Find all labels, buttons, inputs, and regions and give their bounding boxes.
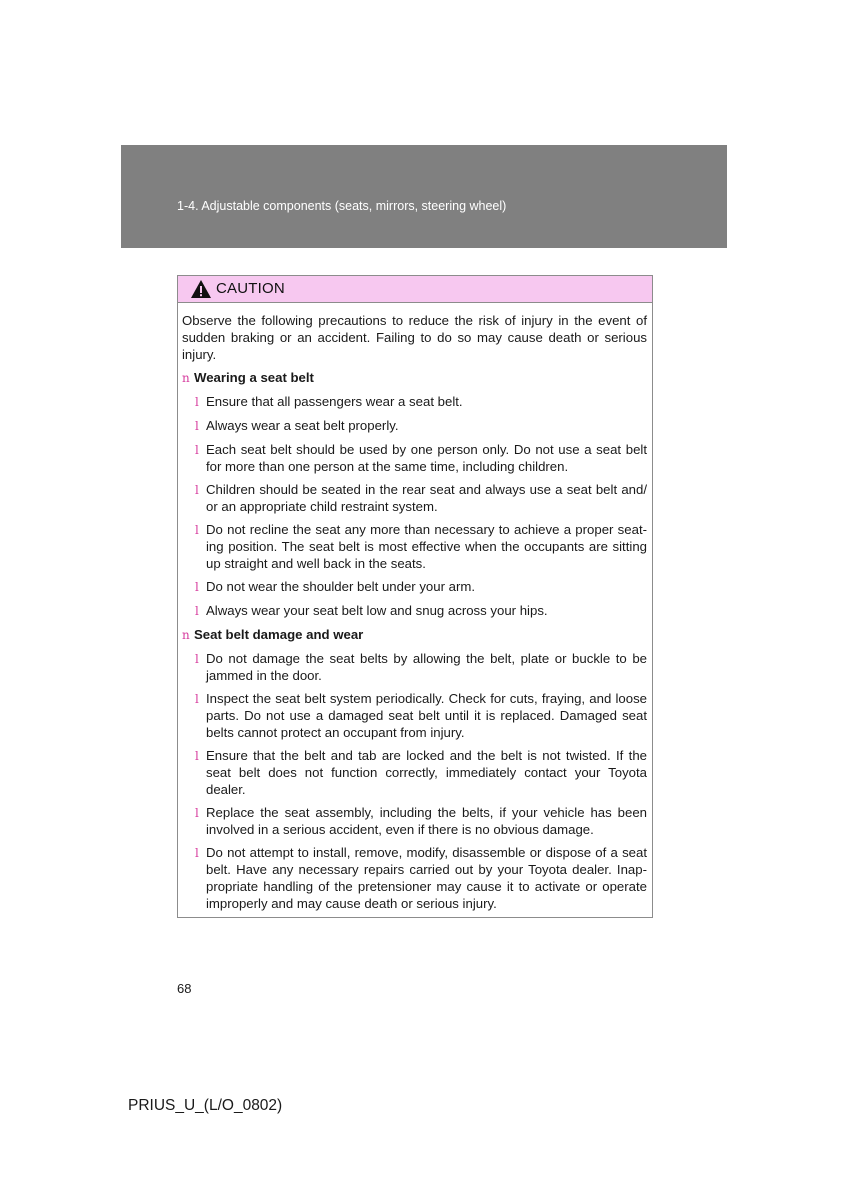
item-text: Do not attempt to install, remove, modify, disassemble or dispose of a seat belt. Have any necessary repairs carried out by your Toyota dealer. Inap-propriate handling of the pretensioner may cause it to activate or operate improperly and may cause death or serious injury.: [206, 845, 647, 911]
list-item: [195, 417, 647, 435]
item-bullet: l: [195, 523, 199, 537]
list-item: [195, 844, 647, 912]
item-text: Inspect the seat belt system periodically. Check for cuts, fraying, and loose parts. Do not use a damaged seat belt until it is replaced. Damaged seat belts cannot protect an occupant from injury.: [206, 691, 647, 740]
item-bullet: l: [195, 604, 199, 618]
item-bullet: l: [195, 483, 199, 497]
item-text: Always wear your seat belt low and snug across your hips.: [206, 603, 548, 618]
list-item: [195, 747, 647, 798]
bullet-list: [182, 650, 647, 912]
list-item: [195, 650, 647, 684]
item-bullet: l: [195, 846, 199, 860]
item-text: Do not damage the seat belts by allowing the belt, plate or buckle to be jammed in the door.: [206, 651, 647, 683]
section-heading-text: Wearing a seat belt: [194, 370, 314, 385]
item-text: Do not recline the seat any more than necessary to achieve a proper seat-ing position. The seat belt is most effective when the occupants are sitting up straight and well back in the seats.: [206, 522, 647, 571]
section-bullet: n: [182, 371, 190, 385]
caution-body: [178, 303, 652, 912]
section-title: 1-4. Adjustable components (seats, mirrors, steering wheel): [177, 199, 507, 213]
page-number: 68: [177, 981, 192, 996]
item-bullet: l: [195, 419, 199, 433]
footer-code: PRIUS_U_(L/O_0802): [128, 1097, 283, 1114]
item-bullet: l: [195, 749, 199, 763]
item-text: Always wear a seat belt properly.: [206, 418, 399, 433]
item-bullet: l: [195, 652, 199, 666]
item-bullet: l: [195, 443, 199, 457]
caution-box: [177, 275, 653, 918]
caution-title: CAUTION: [216, 280, 285, 297]
section-bullet: n: [182, 628, 190, 642]
caution-intro: Observe the following precautions to reduce the risk of injury in the event of sudden braking or an accident. Failing to do so may cause death or serious injury.: [182, 313, 647, 362]
warning-triangle-icon: [190, 279, 212, 299]
list-item: [195, 393, 647, 411]
list-item: [195, 521, 647, 572]
item-bullet: l: [195, 806, 199, 820]
list-item: [195, 690, 647, 741]
list-item: [195, 804, 647, 838]
item-text: Children should be seated in the rear seat and always use a seat belt and/ or an appropriate child restraint system.: [206, 482, 647, 514]
list-item: [195, 602, 647, 620]
section-heading: [182, 626, 647, 644]
section-heading: [182, 369, 647, 387]
section-header-band: [121, 145, 727, 248]
item-bullet: l: [195, 395, 199, 409]
item-bullet: l: [195, 580, 199, 594]
bullet-list: [182, 393, 647, 620]
list-item: [195, 481, 647, 515]
item-text: Each seat belt should be used by one person only. Do not use a seat belt for more than one person at the same time, including children.: [206, 442, 647, 474]
item-text: Do not wear the shoulder belt under your arm.: [206, 579, 476, 594]
list-item: [195, 578, 647, 596]
item-text: Ensure that the belt and tab are locked and the belt is not twisted. If the seat belt does not function correctly, immediately contact your Toyota dealer.: [206, 748, 647, 797]
caution-header: [178, 276, 652, 303]
item-text: Replace the seat assembly, including the belts, if your vehicle has been involved in a serious accident, even if there is no obvious damage.: [206, 805, 647, 837]
section-heading-text: Seat belt damage and wear: [194, 627, 364, 642]
list-item: [195, 441, 647, 475]
item-bullet: l: [195, 692, 199, 706]
item-text: Ensure that all passengers wear a seat belt.: [206, 394, 463, 409]
